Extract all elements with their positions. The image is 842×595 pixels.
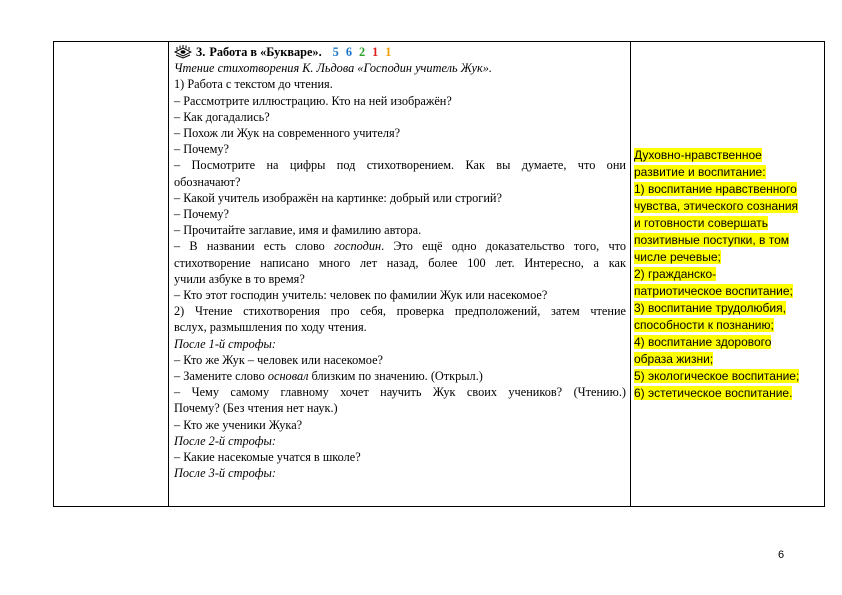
education-line (634, 215, 824, 232)
text-line: вслух, размышления по ходу чтения. (174, 320, 367, 335)
education-block (631, 42, 824, 506)
section-digit: 1 (385, 45, 392, 59)
empty-cell (54, 42, 169, 507)
text-line: – Кто же ученики Жука? (174, 417, 303, 432)
highlighted-text: патриотическое воспитание; (634, 283, 793, 298)
lesson-table (53, 41, 825, 507)
highlighted-text: развитие и воспитание: (634, 164, 766, 179)
education-line (634, 283, 824, 300)
text-line (174, 368, 626, 384)
text-line: обозначают? (174, 174, 241, 189)
text-line: – Почему? (174, 142, 229, 157)
highlighted-text: способности к познанию; (634, 317, 774, 332)
text-line: Почему? (Без чтения нет наук.) (174, 401, 338, 416)
text-line: – Рассмотрите иллюстрацию. Кто на ней изображён? (174, 93, 452, 108)
education-line (634, 385, 824, 402)
page-number: 6 (778, 549, 785, 561)
book-reading-icon (174, 45, 192, 59)
highlighted-text: и готовности совершать (634, 215, 768, 230)
highlighted-text: позитивные поступки, в том (634, 232, 789, 247)
highlighted-text: 4) воспитание здорового (634, 334, 772, 349)
text-fragment: . Это ещё одно доказательство того, что (381, 239, 626, 254)
text-fragment: близким по значению. (Открыл.) (308, 369, 483, 384)
highlighted-text: 3) воспитание трудолюбия, (634, 300, 786, 315)
section-title: Работа в «Букваре». (209, 45, 322, 59)
section-digits (326, 44, 392, 60)
text-line: – Похож ли Жук на современного учителя? (174, 126, 401, 141)
text-line (174, 238, 626, 254)
section-digit: 2 (358, 45, 366, 59)
text-line: – Какой учитель изображён на картинке: добрый или строгий? (174, 190, 502, 205)
emphasized-word: господин (334, 239, 382, 254)
text-line: – Как догадались? (174, 109, 270, 124)
education-line (634, 164, 824, 181)
education-cell (631, 42, 825, 507)
text-line: – Почему? (174, 207, 229, 222)
section-digit: 1 (372, 45, 379, 59)
text-line: – Кто же Жук – человек или насекомое? (174, 352, 383, 367)
text-line: – Прочитайте заглавие, имя и фамилию автора. (174, 223, 422, 238)
education-list (631, 147, 824, 402)
text-line: – Посмотрите на цифры под стихотворением. Как вы думаете, что они (174, 158, 626, 173)
highlighted-text: 6) эстетическое воспитание. (634, 385, 793, 400)
text-line: После 3-й строфы: (174, 466, 276, 481)
education-line (634, 232, 824, 249)
text-line: 1) Работа с текстом до чтения. (174, 77, 333, 92)
text-line: Чтение стихотворения К. Льдова «Господин учитель Жук». (174, 61, 492, 76)
highlighted-text: числе речевые; (634, 249, 721, 264)
section-number: 3. (196, 45, 206, 59)
education-line (634, 181, 824, 198)
emphasized-word: основал (267, 369, 309, 384)
highlighted-text: образа жизни; (634, 351, 714, 366)
section-digit: 5 (332, 45, 339, 59)
text-fragment: – В названии есть слово (174, 239, 335, 254)
activity-content (169, 42, 630, 481)
text-line: После 2-й строфы: (174, 433, 276, 448)
education-line (634, 198, 824, 215)
text-line: – Какие насекомые учатся в школе? (174, 450, 361, 465)
table-row (54, 42, 825, 507)
text-line: – Кто этот господин учитель: человек по фамилии Жук или насекомое? (174, 288, 548, 303)
highlighted-text: Духовно-нравственное (634, 147, 762, 162)
education-line (634, 368, 824, 385)
text-line: После 1-й строфы: (174, 336, 276, 351)
text-fragment: – Замените слово (174, 369, 268, 384)
activity-cell (169, 42, 631, 507)
text-line: учили азбуке в то время? (174, 271, 305, 286)
education-line (634, 351, 824, 368)
education-line (634, 249, 824, 266)
education-line (634, 334, 824, 351)
section-digit: 6 (345, 45, 352, 59)
education-line (634, 147, 824, 164)
education-line (634, 300, 824, 317)
highlighted-text: 1) воспитание нравственного (634, 181, 797, 196)
section-heading (174, 44, 626, 60)
highlighted-text: 2) гражданско- (634, 266, 717, 281)
education-line (634, 266, 824, 283)
text-line: 2) Чтение стихотворения про себя, проверка предположений, затем чтение (174, 304, 626, 319)
education-line (634, 317, 824, 334)
highlighted-text: чувства, этического сознания (634, 198, 799, 213)
highlighted-text: 5) экологическое воспитание; (634, 368, 800, 383)
text-line: стихотворение написано много лет назад, более 100 лет. Интересно, а как (174, 255, 626, 270)
text-line: – Чему самому главному хочет научить Жук своих учеников? (Чтению.) (174, 385, 626, 400)
